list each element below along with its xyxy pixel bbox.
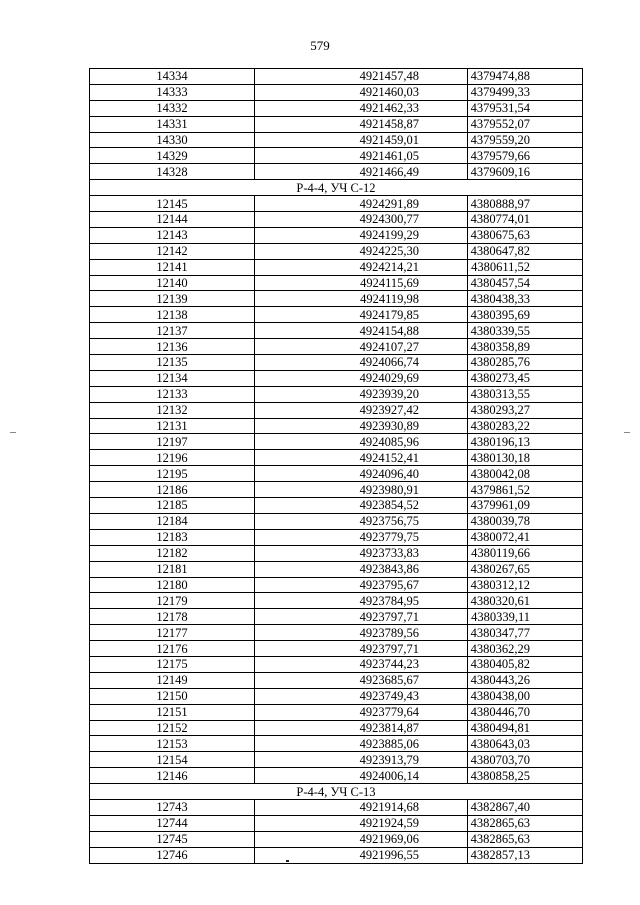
table-row: [90, 513, 583, 529]
x-coordinate-cell: 4924006,14: [255, 768, 468, 784]
table-row: [90, 625, 583, 641]
point-number-cell: 12182: [90, 545, 255, 561]
table-row: [90, 831, 583, 847]
point-number-cell: 12151: [90, 704, 255, 720]
point-number-cell: 12133: [90, 386, 255, 402]
table-row: [90, 196, 583, 212]
point-number-cell: 12136: [90, 339, 255, 355]
point-number-cell: 14330: [90, 132, 255, 148]
y-coordinate-cell: 4380267,65: [468, 561, 583, 577]
table-row: [90, 609, 583, 625]
point-number-cell: 12145: [90, 196, 255, 212]
table-row: [90, 466, 583, 482]
y-coordinate-cell: 4380438,00: [468, 688, 583, 704]
point-number-cell: 12154: [90, 752, 255, 768]
table-row: [90, 164, 583, 180]
x-coordinate-cell: 4924029,69: [255, 370, 468, 386]
point-number-cell: 12196: [90, 450, 255, 466]
y-coordinate-cell: 4379579,66: [468, 148, 583, 164]
coordinates-table-body: [90, 69, 583, 864]
point-number-cell: 12150: [90, 688, 255, 704]
x-coordinate-cell: 4923854,52: [255, 498, 468, 514]
y-coordinate-cell: 4380446,70: [468, 704, 583, 720]
point-number-cell: 12180: [90, 577, 255, 593]
y-coordinate-cell: 4380438,33: [468, 291, 583, 307]
x-coordinate-cell: 4923685,67: [255, 672, 468, 688]
x-coordinate-cell: 4921461,05: [255, 148, 468, 164]
section-header-row: [90, 180, 583, 196]
y-coordinate-cell: 4380443,26: [468, 672, 583, 688]
coordinates-table: [89, 68, 583, 864]
x-coordinate-cell: 4923756,75: [255, 513, 468, 529]
y-coordinate-cell: 4380042,08: [468, 466, 583, 482]
table-row: [90, 386, 583, 402]
point-number-cell: 12185: [90, 498, 255, 514]
x-coordinate-cell: 4923927,42: [255, 402, 468, 418]
y-coordinate-cell: 4379559,20: [468, 132, 583, 148]
point-number-cell: 12186: [90, 482, 255, 498]
table-row: [90, 132, 583, 148]
table-row: [90, 148, 583, 164]
y-coordinate-cell: 4380675,63: [468, 227, 583, 243]
x-coordinate-cell: 4921457,48: [255, 69, 468, 85]
x-coordinate-cell: 4923784,95: [255, 593, 468, 609]
table-row: [90, 561, 583, 577]
table-row: [90, 275, 583, 291]
x-coordinate-cell: 4921462,33: [255, 100, 468, 116]
x-coordinate-cell: 4921466,49: [255, 164, 468, 180]
y-coordinate-cell: 4380283,22: [468, 418, 583, 434]
y-coordinate-cell: 4379474,88: [468, 69, 583, 85]
x-coordinate-cell: 4924115,69: [255, 275, 468, 291]
point-number-cell: 12140: [90, 275, 255, 291]
scan-speck: [286, 860, 289, 862]
x-coordinate-cell: 4923733,83: [255, 545, 468, 561]
table-row: [90, 641, 583, 657]
point-number-cell: 12141: [90, 259, 255, 275]
x-coordinate-cell: 4923789,56: [255, 625, 468, 641]
point-number-cell: 12195: [90, 466, 255, 482]
point-number-cell: 12179: [90, 593, 255, 609]
y-coordinate-cell: 4380774,01: [468, 212, 583, 228]
point-number-cell: 12131: [90, 418, 255, 434]
x-coordinate-cell: 4923797,71: [255, 641, 468, 657]
x-coordinate-cell: 4924179,85: [255, 307, 468, 323]
table-row: [90, 434, 583, 450]
point-number-cell: 12137: [90, 323, 255, 339]
point-number-cell: 12177: [90, 625, 255, 641]
x-coordinate-cell: 4924107,27: [255, 339, 468, 355]
y-coordinate-cell: 4380339,55: [468, 323, 583, 339]
point-number-cell: 14329: [90, 148, 255, 164]
x-coordinate-cell: 4923744,23: [255, 656, 468, 672]
x-coordinate-cell: 4921996,55: [255, 847, 468, 863]
x-coordinate-cell: 4921924,59: [255, 815, 468, 831]
y-coordinate-cell: 4380339,11: [468, 609, 583, 625]
y-coordinate-cell: 4380643,03: [468, 736, 583, 752]
point-number-cell: 12744: [90, 815, 255, 831]
point-number-cell: 12178: [90, 609, 255, 625]
y-coordinate-cell: 4379861,52: [468, 482, 583, 498]
table-row: [90, 736, 583, 752]
x-coordinate-cell: 4924066,74: [255, 355, 468, 371]
y-coordinate-cell: 4382867,40: [468, 799, 583, 815]
x-coordinate-cell: 4921969,06: [255, 831, 468, 847]
y-coordinate-cell: 4380858,25: [468, 768, 583, 784]
y-coordinate-cell: 4379499,33: [468, 84, 583, 100]
x-coordinate-cell: 4923797,71: [255, 609, 468, 625]
table-row: [90, 370, 583, 386]
y-coordinate-cell: 4380039,78: [468, 513, 583, 529]
point-number-cell: 12132: [90, 402, 255, 418]
x-coordinate-cell: 4924300,77: [255, 212, 468, 228]
table-row: [90, 847, 583, 863]
x-coordinate-cell: 4924119,98: [255, 291, 468, 307]
point-number-cell: 12183: [90, 529, 255, 545]
y-coordinate-cell: 4380119,66: [468, 545, 583, 561]
point-number-cell: 12134: [90, 370, 255, 386]
table-row: [90, 450, 583, 466]
table-row: [90, 593, 583, 609]
x-coordinate-cell: 4921914,68: [255, 799, 468, 815]
table-row: [90, 752, 583, 768]
table-row: [90, 323, 583, 339]
point-number-cell: 12746: [90, 847, 255, 863]
table-row: [90, 688, 583, 704]
scan-edge-mark-left: [10, 432, 16, 433]
table-row: [90, 100, 583, 116]
point-number-cell: 14332: [90, 100, 255, 116]
table-row: [90, 418, 583, 434]
table-row: [90, 116, 583, 132]
point-number-cell: 12143: [90, 227, 255, 243]
x-coordinate-cell: 4924225,30: [255, 243, 468, 259]
y-coordinate-cell: 4379961,09: [468, 498, 583, 514]
section-title: Р-4-4, УЧ С-12: [90, 180, 583, 196]
y-coordinate-cell: 4379531,54: [468, 100, 583, 116]
point-number-cell: 12153: [90, 736, 255, 752]
table-row: [90, 307, 583, 323]
y-coordinate-cell: 4380320,61: [468, 593, 583, 609]
x-coordinate-cell: 4924085,96: [255, 434, 468, 450]
y-coordinate-cell: 4380293,27: [468, 402, 583, 418]
table-row: [90, 577, 583, 593]
table-row: [90, 768, 583, 784]
x-coordinate-cell: 4923885,06: [255, 736, 468, 752]
y-coordinate-cell: 4380072,41: [468, 529, 583, 545]
x-coordinate-cell: 4923795,67: [255, 577, 468, 593]
x-coordinate-cell: 4924291,89: [255, 196, 468, 212]
table-row: [90, 291, 583, 307]
point-number-cell: 12743: [90, 799, 255, 815]
table-row: [90, 482, 583, 498]
point-number-cell: 12142: [90, 243, 255, 259]
table-row: [90, 402, 583, 418]
x-coordinate-cell: 4924096,40: [255, 466, 468, 482]
point-number-cell: 14333: [90, 84, 255, 100]
table-row: [90, 69, 583, 85]
table-row: [90, 656, 583, 672]
table-row: [90, 720, 583, 736]
y-coordinate-cell: 4382865,63: [468, 815, 583, 831]
table-row: [90, 498, 583, 514]
point-number-cell: 14331: [90, 116, 255, 132]
y-coordinate-cell: 4380888,97: [468, 196, 583, 212]
x-coordinate-cell: 4923779,75: [255, 529, 468, 545]
point-number-cell: 12138: [90, 307, 255, 323]
point-number-cell: 12146: [90, 768, 255, 784]
table-row: [90, 355, 583, 371]
x-coordinate-cell: 4921460,03: [255, 84, 468, 100]
x-coordinate-cell: 4923814,87: [255, 720, 468, 736]
table-row: [90, 545, 583, 561]
table-row: [90, 339, 583, 355]
y-coordinate-cell: 4380273,45: [468, 370, 583, 386]
point-number-cell: 12144: [90, 212, 255, 228]
x-coordinate-cell: 4923779,64: [255, 704, 468, 720]
y-coordinate-cell: 4380457,54: [468, 275, 583, 291]
y-coordinate-cell: 4379552,07: [468, 116, 583, 132]
x-coordinate-cell: 4923843,86: [255, 561, 468, 577]
point-number-cell: 12135: [90, 355, 255, 371]
x-coordinate-cell: 4924154,88: [255, 323, 468, 339]
point-number-cell: 12152: [90, 720, 255, 736]
table-row: [90, 529, 583, 545]
table-row: [90, 84, 583, 100]
table-row: [90, 259, 583, 275]
scan-edge-mark-right: [624, 432, 630, 433]
y-coordinate-cell: 4382857,13: [468, 847, 583, 863]
x-coordinate-cell: 4923913,79: [255, 752, 468, 768]
point-number-cell: 12149: [90, 672, 255, 688]
x-coordinate-cell: 4923930,89: [255, 418, 468, 434]
y-coordinate-cell: 4380196,13: [468, 434, 583, 450]
table-row: [90, 815, 583, 831]
y-coordinate-cell: 4380611,52: [468, 259, 583, 275]
x-coordinate-cell: 4923939,20: [255, 386, 468, 402]
point-number-cell: 12197: [90, 434, 255, 450]
y-coordinate-cell: 4380358,89: [468, 339, 583, 355]
table-row: [90, 243, 583, 259]
y-coordinate-cell: 4380313,55: [468, 386, 583, 402]
section-header-row: [90, 784, 583, 800]
x-coordinate-cell: 4923980,91: [255, 482, 468, 498]
point-number-cell: 12181: [90, 561, 255, 577]
x-coordinate-cell: 4923749,43: [255, 688, 468, 704]
y-coordinate-cell: 4382865,63: [468, 831, 583, 847]
point-number-cell: 14334: [90, 69, 255, 85]
x-coordinate-cell: 4924214,21: [255, 259, 468, 275]
y-coordinate-cell: 4380703,70: [468, 752, 583, 768]
y-coordinate-cell: 4380405,82: [468, 656, 583, 672]
section-title: Р-4-4, УЧ С-13: [90, 784, 583, 800]
x-coordinate-cell: 4924152,41: [255, 450, 468, 466]
y-coordinate-cell: 4380395,69: [468, 307, 583, 323]
table-row: [90, 672, 583, 688]
table-row: [90, 704, 583, 720]
point-number-cell: 12175: [90, 656, 255, 672]
table-row: [90, 212, 583, 228]
x-coordinate-cell: 4921459,01: [255, 132, 468, 148]
point-number-cell: 12139: [90, 291, 255, 307]
y-coordinate-cell: 4380647,82: [468, 243, 583, 259]
y-coordinate-cell: 4380312,12: [468, 577, 583, 593]
page-number: 579: [310, 38, 330, 53]
x-coordinate-cell: 4921458,87: [255, 116, 468, 132]
table-row: [90, 227, 583, 243]
point-number-cell: 12176: [90, 641, 255, 657]
y-coordinate-cell: 4380494,81: [468, 720, 583, 736]
table-row: [90, 799, 583, 815]
y-coordinate-cell: 4380130,18: [468, 450, 583, 466]
y-coordinate-cell: 4380347,77: [468, 625, 583, 641]
point-number-cell: 12745: [90, 831, 255, 847]
y-coordinate-cell: 4380362,29: [468, 641, 583, 657]
y-coordinate-cell: 4379609,16: [468, 164, 583, 180]
x-coordinate-cell: 4924199,29: [255, 227, 468, 243]
point-number-cell: 14328: [90, 164, 255, 180]
point-number-cell: 12184: [90, 513, 255, 529]
y-coordinate-cell: 4380285,76: [468, 355, 583, 371]
